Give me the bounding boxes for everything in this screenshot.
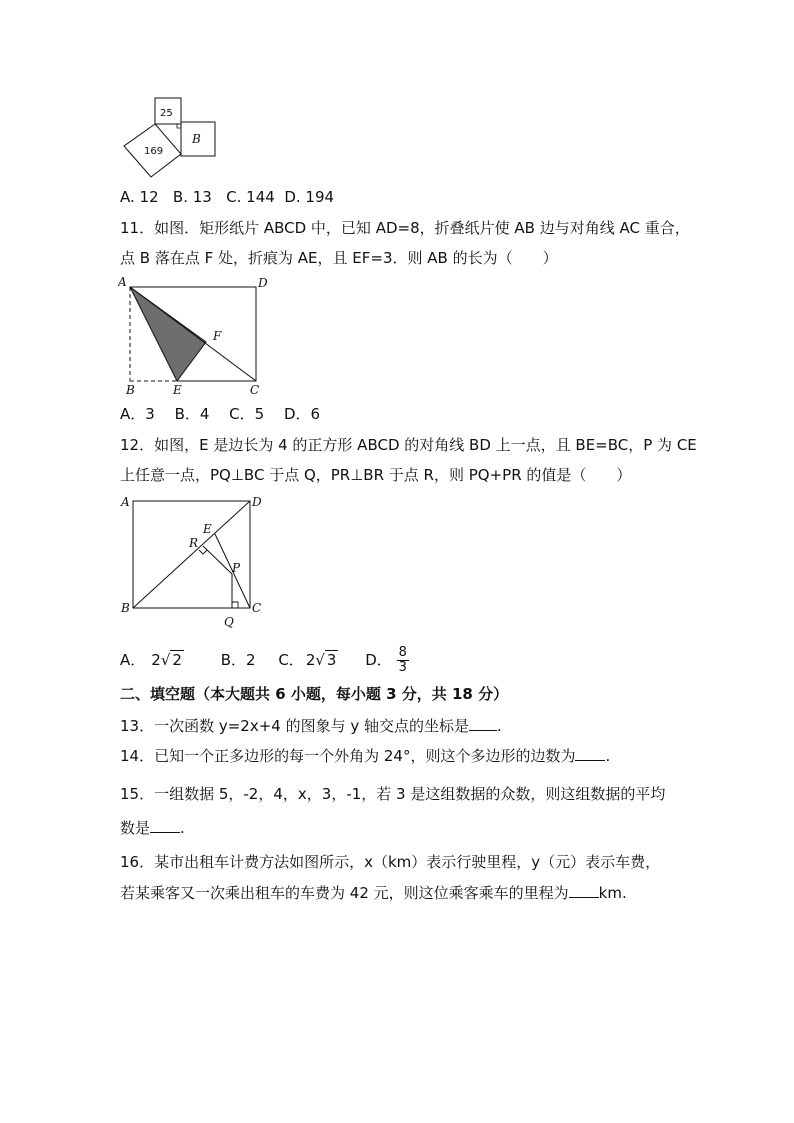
label-d: D: [258, 276, 268, 290]
q16-line2: [120, 883, 627, 903]
label-p: P: [232, 561, 241, 575]
label-c: C: [252, 601, 262, 615]
q12-options: [120, 646, 409, 675]
answer-blank[interactable]: [150, 832, 180, 833]
option-d-label: D．: [365, 651, 392, 669]
answer-blank[interactable]: [575, 760, 605, 761]
q16-end: km.: [598, 884, 627, 902]
label-a: A: [121, 495, 130, 509]
q15-end: .: [180, 819, 185, 837]
q14-end: .: [605, 747, 611, 765]
sqrt-sign: √: [160, 651, 171, 669]
q16-line2-text: 若某乘客又一次乘出租车的车费为 42 元，则这位乘客乘车的里程为: [120, 884, 569, 902]
q12-line1: 12．如图，E 是边长为 4 的正方形 ABCD 的对角线 BD 上一点，且 BE=BC，P 为 CE: [120, 436, 697, 454]
option-a-radicand: 2: [172, 651, 182, 669]
right-angle-mark: [177, 124, 181, 128]
label-169: 169: [144, 146, 164, 157]
q12-option-c: [278, 651, 343, 669]
label-b: B: [126, 383, 135, 397]
q15-line2: [120, 818, 185, 838]
fraction-8-3: [397, 646, 409, 675]
label-d: D: [252, 495, 262, 509]
q14: [120, 746, 610, 766]
option-a-coef: 2: [151, 651, 161, 669]
q16-line1: 16．某市出租车计费方法如图所示，x（km）表示行驶里程，y（元）表示车费，: [120, 853, 661, 871]
right-angle-q: [232, 602, 238, 608]
q15-line1: 15．一组数据 5，-2，4，x，3，-1，若 3 是这组数据的众数，则这组数据的平均: [120, 785, 666, 803]
label-a: A: [118, 275, 127, 289]
right-angle-r: [199, 550, 207, 554]
option-c-label: C．: [278, 651, 304, 669]
label-25: 25: [160, 108, 173, 119]
label-r: R: [189, 536, 199, 550]
label-f: F: [213, 329, 222, 343]
answer-blank[interactable]: [469, 730, 497, 731]
fraction-denominator: 3: [398, 660, 407, 675]
diagonal-ac: [130, 287, 256, 381]
q12-option-b: B．2: [220, 651, 256, 669]
q13: [120, 716, 502, 736]
label-b: B: [192, 132, 201, 146]
rectangle-fold-figure: [118, 274, 278, 398]
q13-end: .: [497, 717, 502, 735]
q12-option-d: [365, 645, 409, 675]
fraction-numerator: 8: [398, 645, 407, 660]
option-a-label: A．: [120, 651, 146, 669]
label-e: E: [203, 522, 212, 536]
q12-option-a: [120, 651, 189, 669]
q11-line2: 点 B 落在点 F 处，折痕为 AE，且 EF=3．则 AB 的长为（ ）: [120, 249, 558, 267]
label-q: Q: [224, 615, 234, 629]
section-title: 二、填空题（本大题共 6 小题，每小题 3 分，共 18 分）: [120, 685, 509, 703]
squares-figure: [118, 96, 223, 180]
option-c-coef: 2: [305, 651, 316, 669]
label-e: E: [173, 383, 182, 397]
answer-blank[interactable]: [569, 897, 599, 898]
label-c: C: [250, 383, 260, 397]
option-c-radicand: 3: [326, 651, 337, 669]
q14-text: 14．已知一个正多边形的每一个外角为 24°，则这个多边形的边数为: [120, 747, 576, 765]
q11-line1: 11．如图．矩形纸片 ABCD 中，已知 AD=8，折叠纸片使 AB 边与对角线 AC 重合，: [120, 219, 690, 237]
q15-line2-text: 数是: [120, 819, 151, 837]
q13-text: 13．一次函数 y=2x+4 的图象与 y 轴交点的坐标是: [120, 717, 470, 735]
label-b: B: [121, 601, 130, 615]
square-diagonal-figure: [118, 492, 268, 632]
shaded-triangle-aef: [130, 287, 206, 381]
q12-line2: 上任意一点，PQ⊥BC 于点 Q，PR⊥BR 于点 R，则 PQ+PR 的值是（ ）: [120, 466, 632, 484]
q10-options: A. 12 B. 13 C. 144 D. 194: [120, 188, 335, 206]
sqrt-sign: √: [315, 651, 325, 669]
q11-options: A．3 B．4 C．5 D．6: [120, 405, 321, 423]
